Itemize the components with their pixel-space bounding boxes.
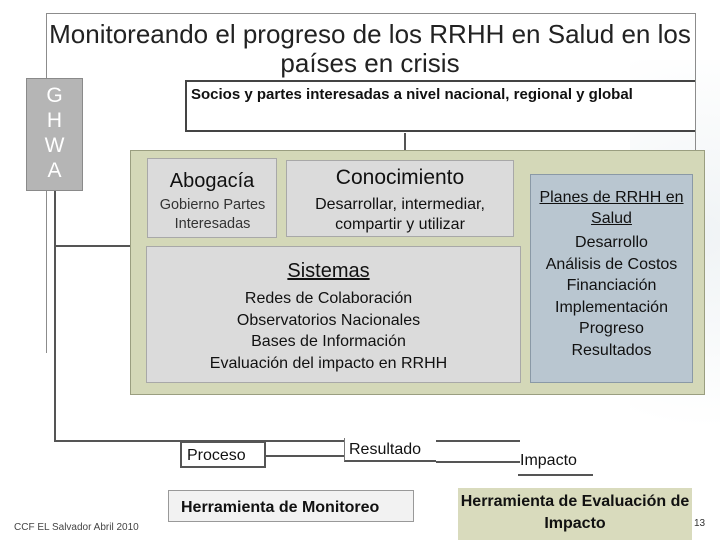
ghwa-letter: A	[47, 159, 62, 182]
planes-item: Desarrollo	[575, 234, 648, 251]
planes-item: Implementación	[555, 298, 668, 316]
ghwa-letter: G	[46, 84, 63, 107]
sistemas-list	[146, 288, 511, 374]
slide-title: Monitoreando el progreso de los RRHH en Salud en los países en crisis	[49, 19, 691, 78]
planes-item: Financiación	[566, 277, 657, 294]
sistemas-item: Bases de Información	[251, 333, 406, 350]
planes-item: Resultados	[571, 341, 652, 359]
impacto-label: Impacto	[520, 452, 577, 469]
footer-text: CCF EL Salvador Abril 2010	[14, 522, 139, 533]
planes-heading: Planes de RRHH en Salud	[539, 189, 684, 227]
connector-to-panel	[54, 245, 130, 247]
sistemas-item: Redes de Colaboración	[244, 290, 413, 307]
planes-item: Análisis de Costos	[545, 255, 678, 273]
abogacia-heading: Abogacía	[169, 170, 255, 192]
connector-left-vertical	[54, 191, 56, 441]
sistemas-item: Evaluación del impacto en RRHH	[209, 354, 448, 372]
ghwa-letter: W	[44, 134, 65, 157]
conocimiento-sub: Desarrollar, intermediar, compartir y utilizar	[315, 196, 485, 233]
planes-list	[530, 232, 693, 361]
abogacia-sub: Gobierno Partes Interesadas	[159, 197, 266, 232]
connector-socios-down	[404, 133, 406, 150]
ghwa-letter: H	[46, 109, 63, 132]
connector-proceso-resultado	[266, 455, 344, 457]
impacto-underline	[518, 474, 593, 476]
socios-box: Socios y partes interesadas a nivel nacional, regional y global	[185, 80, 695, 132]
herramienta-monitoreo-box: Herramienta de Monitoreo	[168, 490, 414, 522]
connector-resultado-impacto	[436, 461, 520, 463]
proceso-box: Proceso	[180, 441, 266, 468]
conocimiento-heading: Conocimiento	[335, 166, 465, 189]
sistemas-heading: Sistemas	[287, 260, 370, 282]
planes-item: Progreso	[579, 320, 644, 337]
ghwa-badge	[26, 78, 83, 191]
sistemas-item: Observatorios Nacionales	[236, 311, 421, 329]
herramienta-impacto-box: Herramienta de Evaluación de Impacto	[458, 488, 692, 540]
resultado-box: Resultado	[344, 438, 436, 462]
connector-bottom-horizontal	[54, 440, 520, 442]
page-number: 13	[694, 518, 706, 529]
